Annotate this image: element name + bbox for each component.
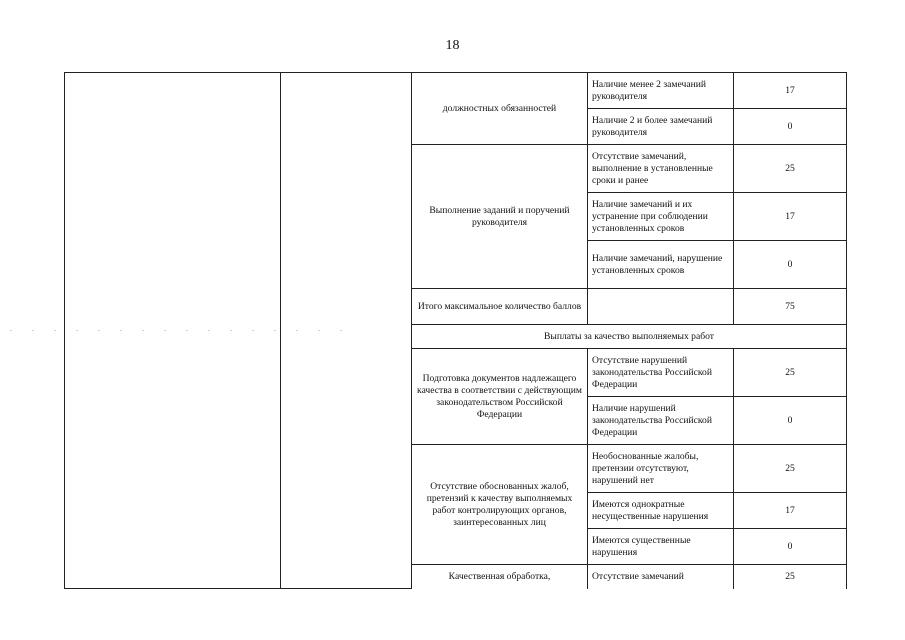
score-cell: 17 — [734, 73, 847, 109]
condition-cell: Наличие нарушений законодательства Российской Федерации — [588, 397, 734, 445]
score-cell: 0 — [734, 241, 847, 289]
condition-cell: Наличие 2 и более замечаний руководителя — [588, 109, 734, 145]
table-row — [65, 73, 847, 109]
condition-cell: Отсутствие нарушений законодательства Российской Федерации — [588, 349, 734, 397]
criterion-cell: должностных обязанностей — [412, 73, 588, 145]
empty-column-2 — [281, 73, 412, 589]
criteria-table — [64, 72, 847, 589]
section-title: Выплаты за качество выполняемых работ — [412, 325, 847, 349]
score-cell: 0 — [734, 397, 847, 445]
condition-cell: Наличие замечаний и их устранение при соблюдении установленных сроков — [588, 193, 734, 241]
total-score: 75 — [734, 289, 847, 325]
criterion-cell: Отсутствие обоснованных жалоб, претензий к качеству выполняемых работ контролирующих органов, заинтересованных лиц — [412, 445, 588, 565]
empty-column-1 — [65, 73, 281, 589]
condition-cell: Наличие менее 2 замечаний руководителя — [588, 73, 734, 109]
score-cell: 25 — [734, 565, 847, 589]
condition-cell: Имеются существенные нарушения — [588, 529, 734, 565]
score-cell: 25 — [734, 445, 847, 493]
score-cell: 0 — [734, 529, 847, 565]
score-cell: 17 — [734, 193, 847, 241]
criterion-cell: Подготовка документов надлежащего качества в соответствии с действующим законодательством Российской Федерации — [412, 349, 588, 445]
empty-condition-cell — [588, 289, 734, 325]
condition-cell: Необоснованные жалобы, претензии отсутствуют, нарушений нет — [588, 445, 734, 493]
condition-cell: Имеются однократные несущественные нарушения — [588, 493, 734, 529]
condition-cell: Отсутствие замечаний, выполнение в установленные сроки и ранее — [588, 145, 734, 193]
total-label: Итого максимальное количество баллов — [412, 289, 588, 325]
condition-cell: Наличие замечаний, нарушение установленных сроков — [588, 241, 734, 289]
score-cell: 25 — [734, 349, 847, 397]
criterion-cell: Выполнение заданий и поручений руководителя — [412, 145, 588, 289]
score-cell: 25 — [734, 145, 847, 193]
page-number: 18 — [445, 38, 460, 53]
score-cell: 0 — [734, 109, 847, 145]
criterion-cell: Качественная обработка, — [412, 565, 588, 589]
condition-cell: Отсутствие замечаний — [588, 565, 734, 589]
score-cell: 17 — [734, 493, 847, 529]
